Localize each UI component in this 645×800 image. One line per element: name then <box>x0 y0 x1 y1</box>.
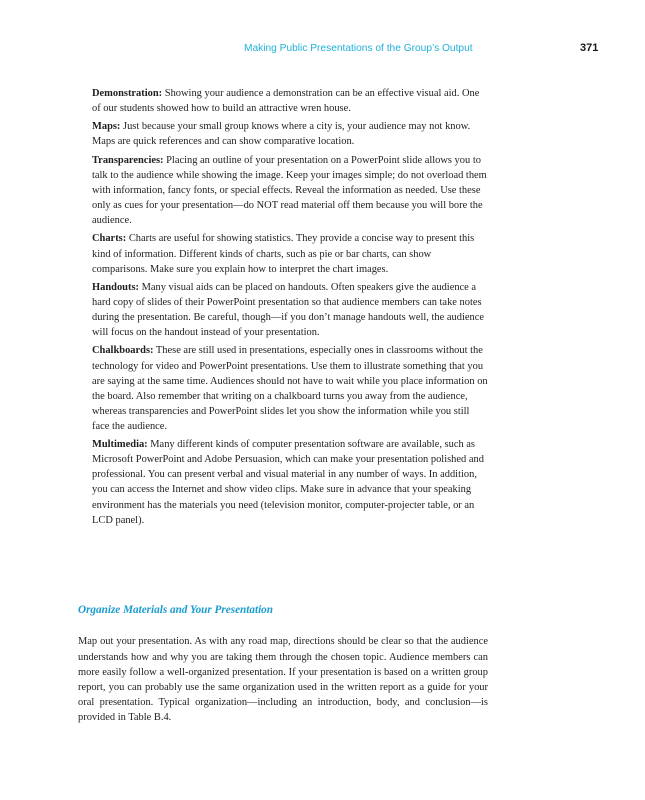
definition-text: Just because your small group knows where a city is, your audience may not know. Maps are quick references and can show comparative location. <box>92 121 471 148</box>
term-label: Maps: <box>92 121 121 133</box>
section-heading: Organize Materials and Your Presentation <box>78 604 273 616</box>
page-number: 371 <box>580 42 599 54</box>
term-label: Transparencies: <box>92 154 164 166</box>
running-title: Making Public Presentations of the Group’s Output <box>244 43 473 54</box>
definition-text: Showing your audience a demonstration can be an effective visual aid. One of our students showed how to build an attractive wren house. <box>92 88 480 115</box>
definition-handouts <box>92 280 488 340</box>
term-label: Demonstration: <box>92 88 163 99</box>
definition-transparencies <box>92 153 488 228</box>
term-label: Charts: <box>92 233 127 245</box>
definition-multimedia <box>92 437 488 528</box>
definition-text: Many different kinds of computer presentation software are available, such as Microsoft PowerPoint and Adobe Persuasion, which can make your presentation polished and professional. You can present verbal and visual material in any number of ways. In addition, you can access the Internet and show video clips. Make sure in advance that your speaking environment has the materials you need (television monitor, computer-projecter table, or an LCD panel). <box>92 439 484 526</box>
definition-maps <box>92 119 488 149</box>
term-label: Handouts: <box>92 281 139 293</box>
definition-text: These are still used in presentations, especially ones in classrooms without the technology for video and PowerPoint presentations. Use them to illustrate something that you are saying at the same time. Audiences should not have to wait while you place information on the board. Also remember that writing on a chalkboard turns you away from the audience, whereas transparencies and PowerPoint slides let you show the information while you still face the audience. <box>92 345 488 432</box>
definition-text: Many visual aids can be placed on handouts. Often speakers give the audience a hard copy of slides of their PowerPoint presentation so that audience members can take notes during the presentation. Be careful, though—if you don’t manage handouts well, the audience will focus on the handout instead of your presentation. <box>92 281 484 339</box>
term-label: Chalkboards: <box>92 345 154 357</box>
definition-chalkboards <box>92 343 488 434</box>
visual-aids-list <box>92 86 488 531</box>
definition-demonstration <box>92 86 488 116</box>
section-body-paragraph: Map out your presentation. As with any road map, directions should be clear so that the audience understands how and why you are taking them through the chosen topic. Audience members can more easily follow a well-organized presentation. If your presentation is based on a written group report, you can probably use the same organization used in the written report as a guide for your oral presentation. Typical organization—including an introduction, body, and conclusion—is provided in Table B.4. <box>78 636 488 723</box>
term-label: Multimedia: <box>92 439 148 451</box>
definition-charts <box>92 231 488 276</box>
definition-text: Placing an outline of your presentation on a PowerPoint slide allows you to talk to the audience while showing the image. Keep your images simple; do not overload them with information, fancy fonts, or special effects. Reveal the information as needed. Use these only as cues for your presentation—do NOT read material off them because you will bore the audience. <box>92 154 487 227</box>
definition-text: Charts are useful for showing statistics. They provide a concise way to present this kind of information. Different kinds of charts, such as pie or bar charts, can show comparisons. Make sure you explain how to interpret the chart images. <box>92 233 475 275</box>
running-header <box>0 43 645 59</box>
